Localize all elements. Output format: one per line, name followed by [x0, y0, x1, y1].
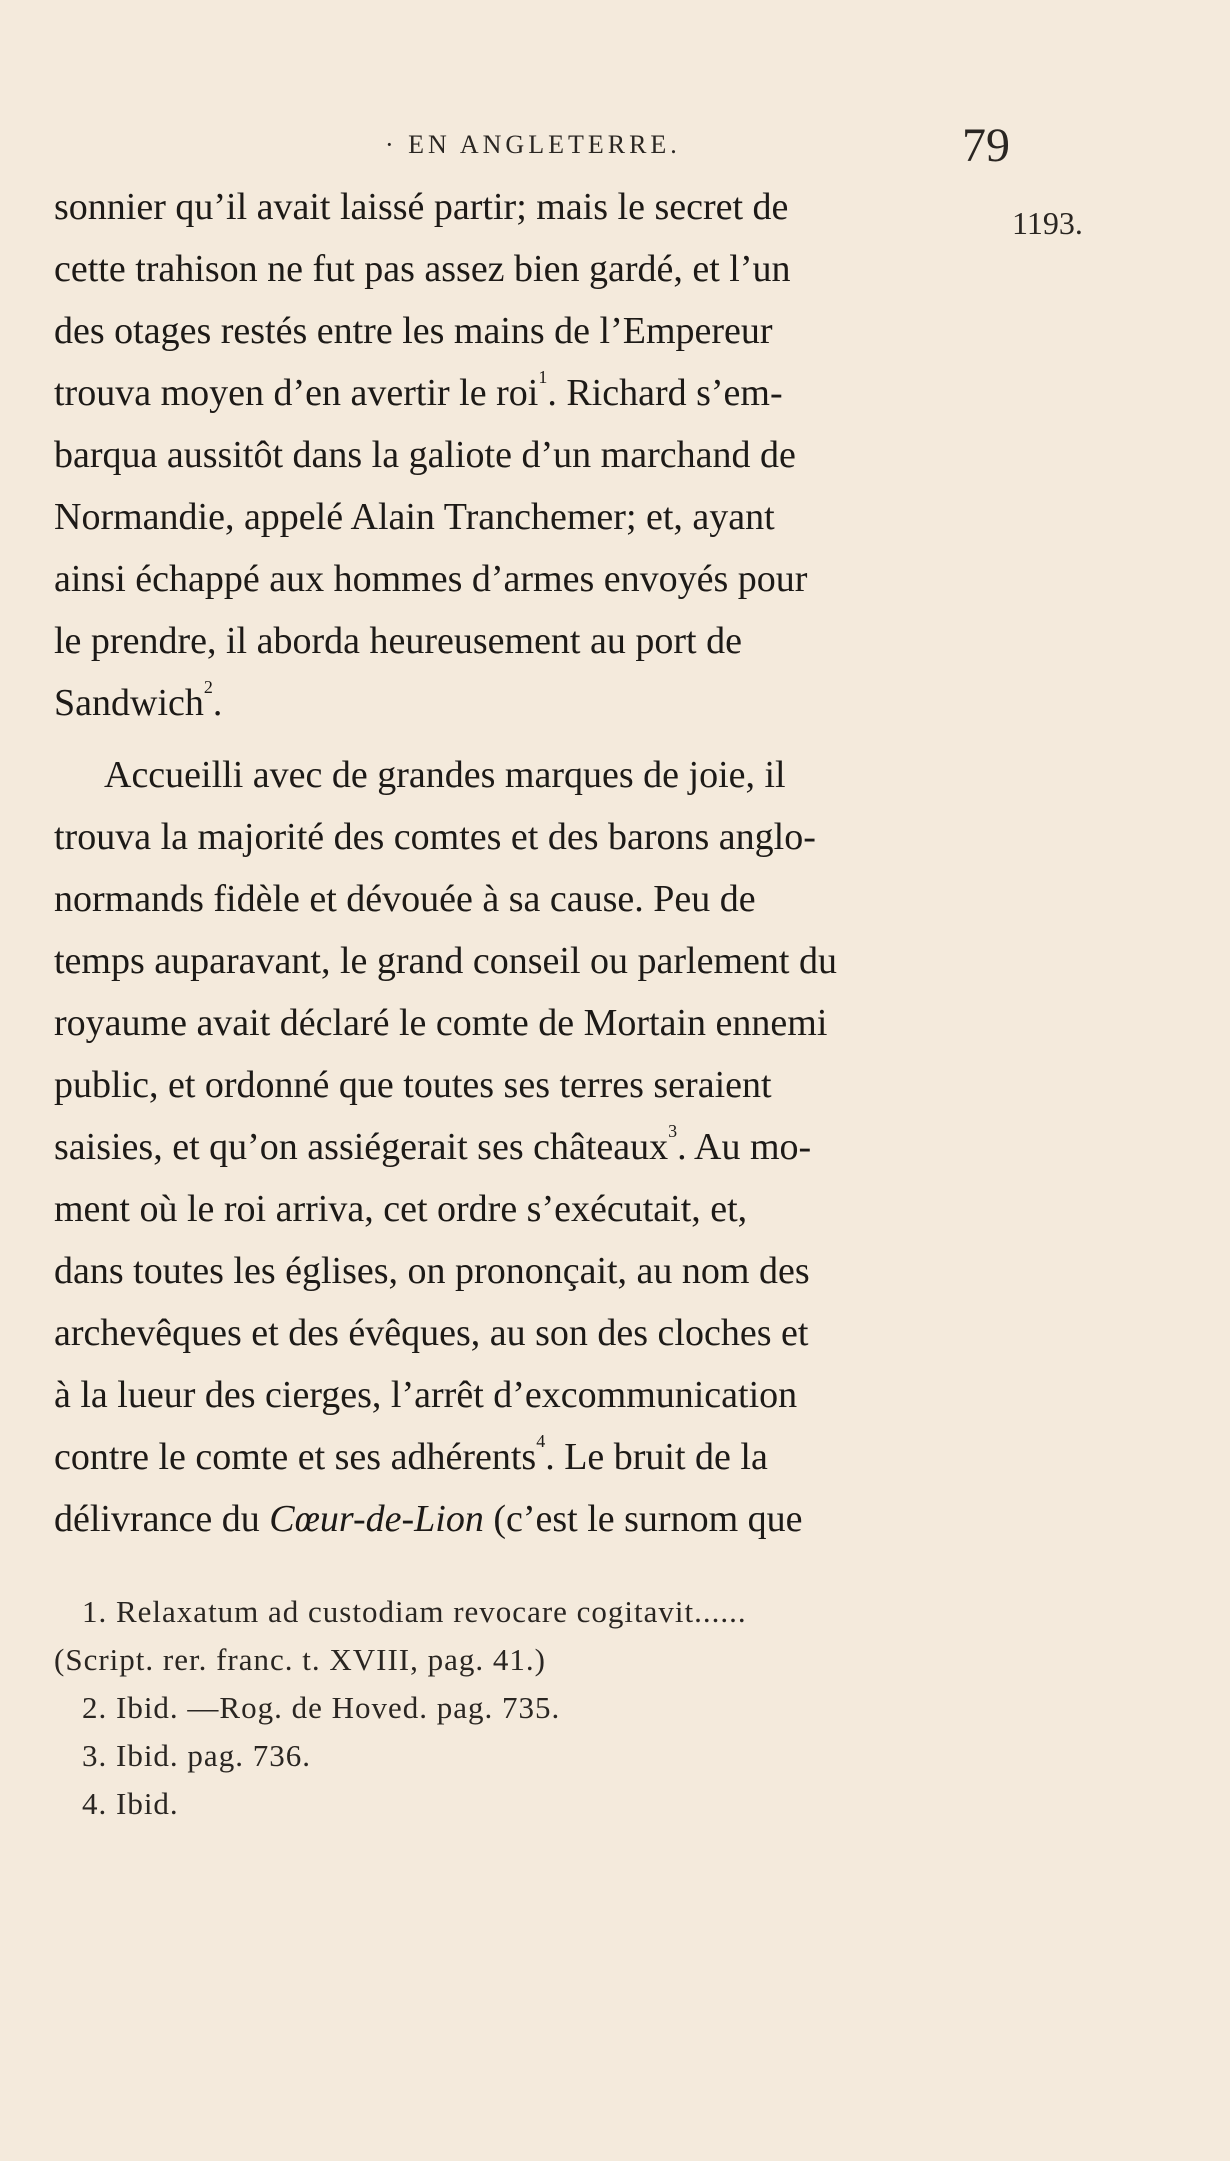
margin-year: 1193.: [1012, 205, 1083, 241]
running-head: [0, 118, 1230, 178]
footnote: 4. Ibid.: [82, 1786, 179, 1821]
text-line: ment où le roi arriva, cet ordre s’exécutait, et,: [54, 1188, 748, 1230]
text-line: des otages restés entre les mains de l’Empereur: [54, 310, 773, 352]
footnote: 1. Relaxatum ad custodiam revocare cogitavit......: [82, 1594, 747, 1629]
text-line: public, et ordonné que toutes ses terres seraient: [54, 1064, 772, 1106]
text-line: à la lueur des cierges, l’arrêt d’excommunication: [54, 1374, 798, 1416]
text-line: temps auparavant, le grand conseil ou parlement du: [54, 940, 837, 982]
text-line: dans toutes les églises, on prononçait, au nom des: [54, 1250, 810, 1292]
running-title: · EN ANGLETERRE.: [385, 130, 681, 159]
note-mark: 2: [203, 677, 213, 697]
footnote: 3. Ibid. pag. 736.: [82, 1738, 311, 1773]
footnote-continuation: (Script. rer. franc. t. XVIII, pag. 41.): [54, 1642, 546, 1677]
text-line: le prendre, il aborda heureusement au port de: [54, 620, 742, 662]
text-line: trouva la majorité des comtes et des barons anglo-: [54, 816, 816, 858]
text-line: royaume avait déclaré le comte de Mortain ennemi: [54, 1002, 828, 1044]
text-line: archevêques et des évêques, au son des cloches et: [54, 1312, 809, 1354]
text-line: Accueilli avec de grandes marques de joie, il: [104, 754, 786, 796]
note-mark: 4: [536, 1431, 546, 1451]
text-line: cette trahison ne fut pas assez bien gardé, et l’un: [54, 248, 791, 290]
text-line: Sandwich $^2$ .: [54, 672, 1014, 734]
text-line: Normandie, appelé Alain Tranchemer; et, ayant: [54, 496, 775, 538]
text-line: trouva moyen d’en avertir le roi $^1$ . Richard s’em-: [54, 362, 1014, 424]
text-line: saisies, et qu’on assiégerait ses châteaux $^3$ . Au mo-: [54, 1116, 1014, 1178]
note-mark: 1: [538, 367, 548, 387]
text-line: normands fidèle et dévouée à sa cause. Peu de: [54, 878, 756, 920]
text-line: contre le comte et ses adhérents $^4$ . Le bruit de la: [54, 1426, 1014, 1488]
text-line: délivrance du Cœur-de-Lion (c’est le surnom que: [54, 1488, 1014, 1550]
footnote: 2. Ibid. —Rog. de Hoved. pag. 735.: [82, 1690, 561, 1725]
text-line: sonnier qu’il avait laissé partir; mais le secret de: [54, 186, 789, 228]
italic-title: Cœur-de-Lion: [269, 1498, 484, 1540]
note-mark: 3: [668, 1121, 678, 1141]
text-line: barqua aussitôt dans la galiote d’un marchand de: [54, 434, 796, 476]
page-number: 79: [962, 119, 1010, 172]
text-line: ainsi échappé aux hommes d’armes envoyés pour: [54, 558, 808, 600]
